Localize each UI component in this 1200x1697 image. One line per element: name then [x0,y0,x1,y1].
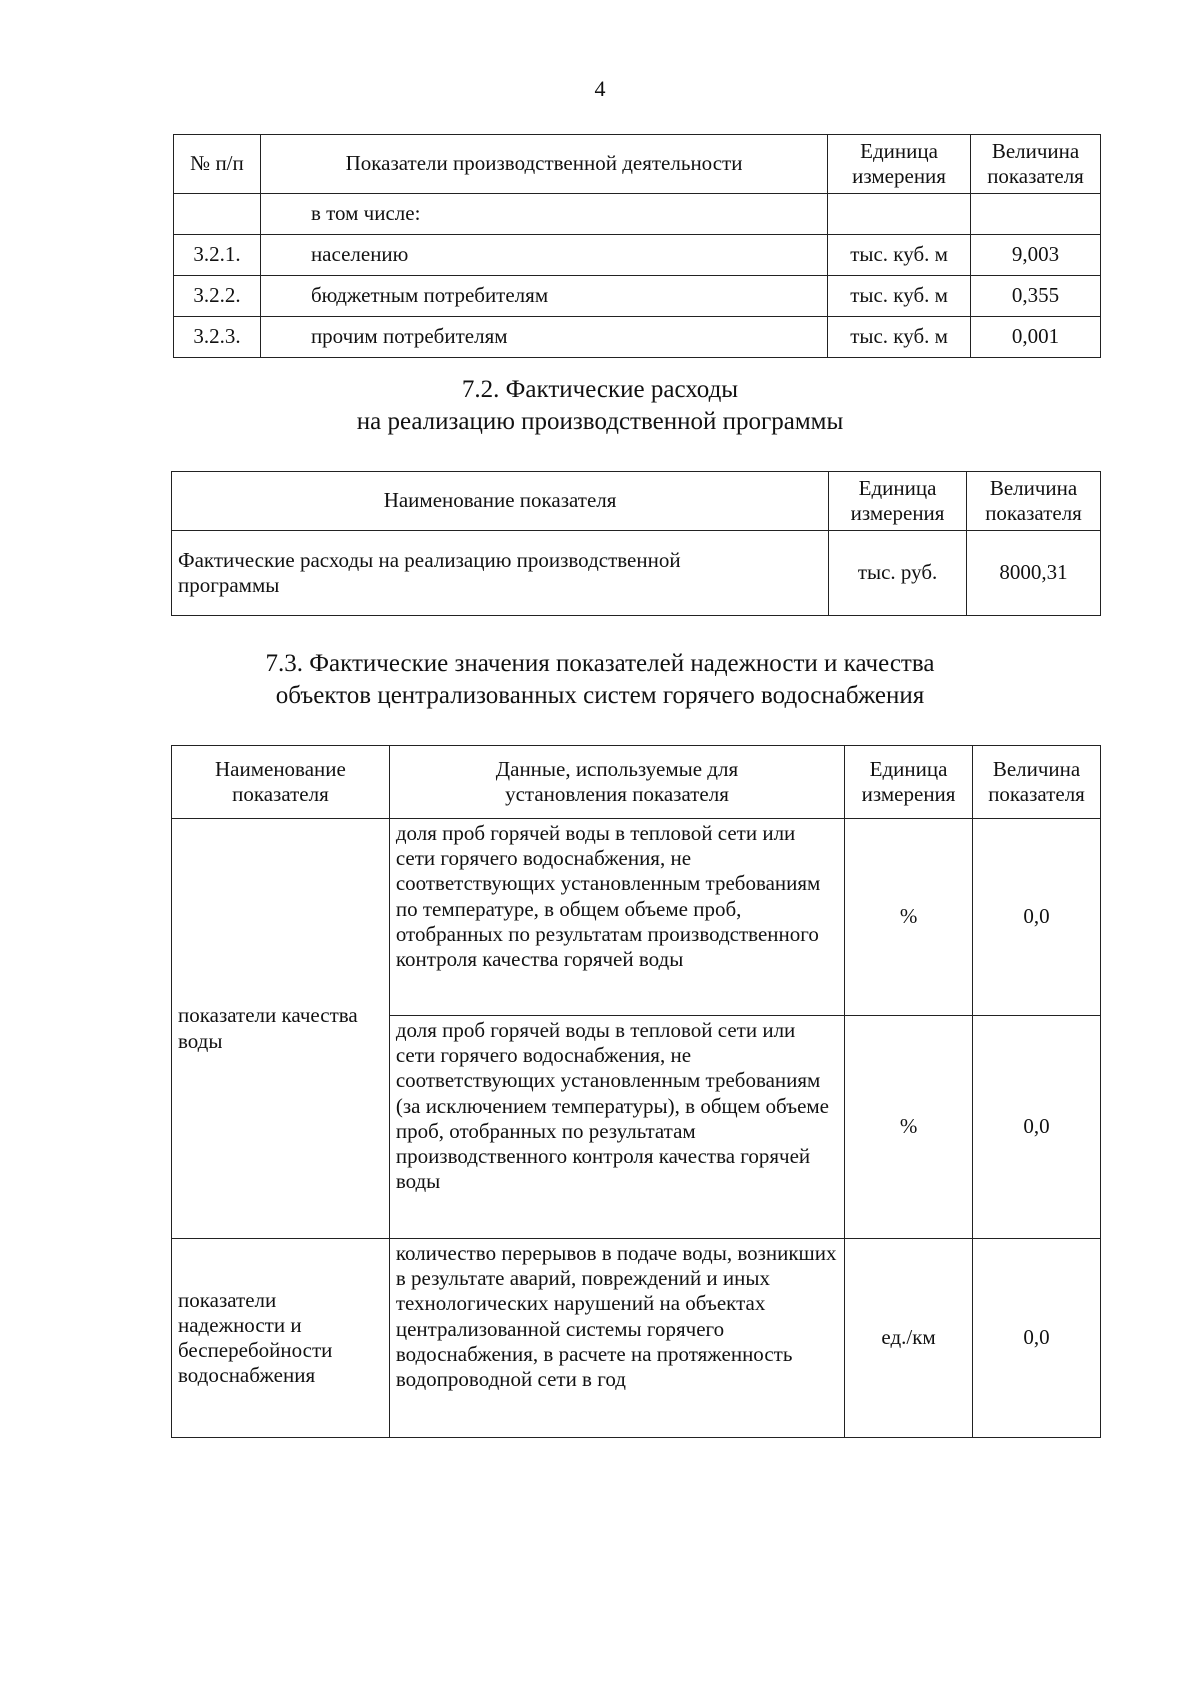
row-name: населению [260,235,827,276]
row-data: доля проб горячей воды в тепловой сети или сети горячего водоснабжения, не соответствующих установленным требованиям (за исключением температуры), в общем объеме проб, отобранных по результатам производственного контроля качества горячей воды [389,1016,844,1239]
row-num: 3.2.1. [174,235,261,276]
header-indicator: Показатели производственной деятельности [260,135,827,194]
section-7-2-title [0,374,1200,438]
row-value: 0,0 [973,1016,1101,1239]
header-value: Величина показателя [971,135,1101,194]
row-value: 0,001 [971,317,1101,358]
header-data: Данные, используемые для установления показателя [389,746,844,819]
row-unit: тыс. куб. м [828,235,971,276]
row-unit: тыс. куб. м [828,317,971,358]
row-unit: тыс. руб. [829,531,967,616]
row-unit: ед./км [845,1239,973,1438]
header-unit: Единица измерения [829,472,967,531]
table-row [174,276,1101,317]
subheader-cell: в том числе: [260,194,827,235]
section-7-2-title-line1: 7.2. Фактические расходы [461,376,739,403]
row-name: Фактические расходы на реализацию производственной программы [172,531,829,616]
table-row [174,194,1101,235]
header-value: Величина показателя [967,472,1101,531]
header-value: Величина показателя [973,746,1101,819]
production-indicators-table [173,134,1101,358]
row-value: 0,0 [973,819,1101,1016]
actual-expenses-table [171,471,1101,616]
empty-cell [174,194,261,235]
empty-cell [971,194,1101,235]
row-unit: тыс. куб. м [828,276,971,317]
page-number: 4 [594,76,606,101]
row-num: 3.2.2. [174,276,261,317]
row-name: прочим потребителям [260,317,827,358]
section-7-2-title-line2: на реализацию производственной программы [356,408,844,435]
row-value: 9,003 [971,235,1101,276]
header-num: № п/п [174,135,261,194]
row-value: 0,0 [973,1239,1101,1438]
header-unit: Единица измерения [845,746,973,819]
table-row [172,531,1101,616]
reliability-quality-table [171,745,1101,1438]
table-row [174,235,1101,276]
table-row [172,1239,1101,1438]
row-data: количество перерывов в подаче воды, возникших в результате аварий, повреждений и иных технологических нарушений на объектах централизованной системы горячего водоснабжения, в расчете на протяженность водопроводной сети в год [389,1239,844,1438]
table-row [172,819,1101,1016]
table-header-row [172,746,1101,819]
group-name-water-quality: показатели качества воды [172,819,390,1239]
section-7-3-title-line2: объектов централизованных систем горячего водоснабжения [275,682,925,709]
group-name-reliability: показатели надежности и бесперебойности водоснабжения [172,1239,390,1438]
empty-cell [828,194,971,235]
row-value: 0,355 [971,276,1101,317]
row-data: доля проб горячей воды в тепловой сети или сети горячего водоснабжения, не соответствующих установленным требованиям по температуре, в общем объеме проб, отобранных по результатам производственного контроля качества горячей воды [389,819,844,1016]
row-name: бюджетным потребителям [260,276,827,317]
row-num: 3.2.3. [174,317,261,358]
row-value: 8000,31 [967,531,1101,616]
row-unit: % [845,819,973,1016]
header-unit: Единица измерения [828,135,971,194]
table-header-row [174,135,1101,194]
section-7-3-title-line1: 7.3. Фактические значения показателей надежности и качества [265,650,935,677]
table-row [174,317,1101,358]
table-header-row [172,472,1101,531]
header-indicator-name: Наименование показателя [172,472,829,531]
row-unit: % [845,1016,973,1239]
section-7-3-title [0,648,1200,712]
header-indicator-name: Наименование показателя [172,746,390,819]
